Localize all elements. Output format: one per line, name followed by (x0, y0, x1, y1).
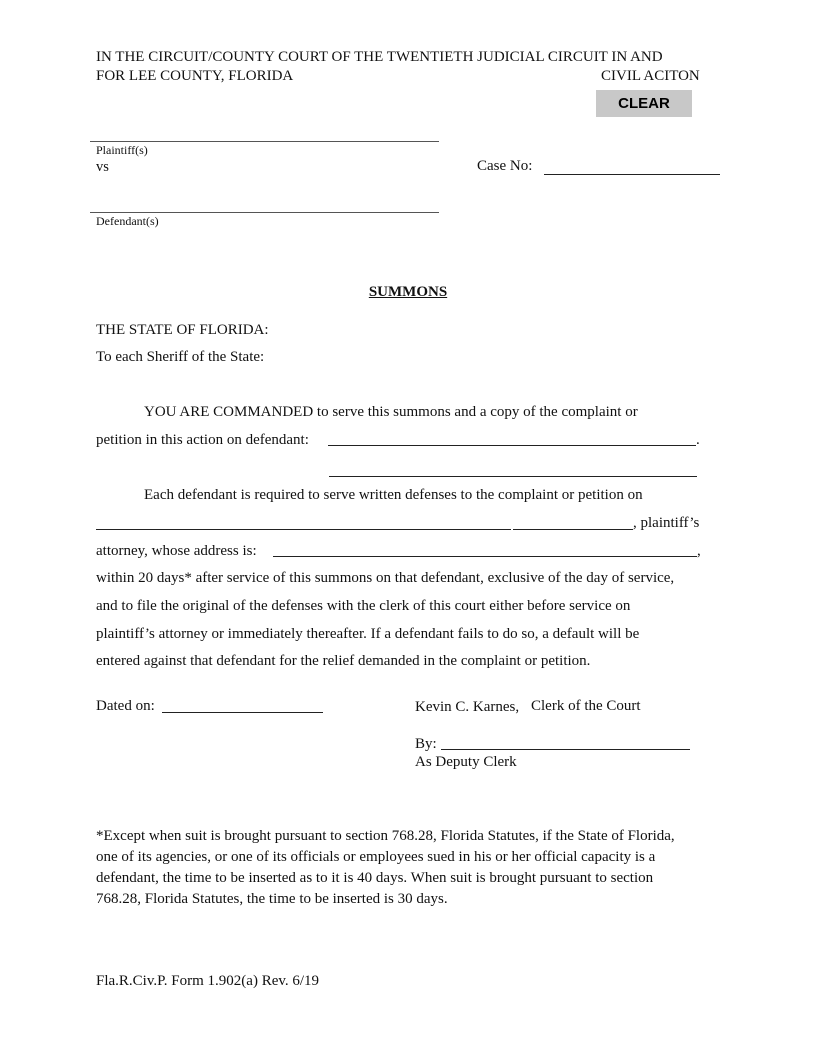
clerk-title: Clerk of the Court (531, 698, 641, 714)
defenses-paragraph-line-5: and to file the original of the defenses with the clerk of this court either before service on (96, 598, 631, 614)
case-no-input[interactable] (544, 157, 719, 173)
defenses-paragraph-line-1: Each defendant is required to serve written defenses to the complaint or petition on (144, 487, 643, 503)
plaintiffs-text: , plaintiff’s (633, 515, 700, 531)
attorney-address-input[interactable] (273, 539, 697, 555)
attorney-address-label: attorney, whose address is: (96, 543, 257, 559)
vs-label: vs (96, 159, 109, 175)
deputy-signature-input[interactable] (441, 732, 689, 748)
defenses-paragraph-line-4: within 20 days* after service of this summons on that defendant, exclusive of the day of service, (96, 570, 675, 586)
period-text: . (696, 432, 700, 448)
court-header-line-2: FOR LEE COUNTY, FLORIDA (96, 68, 294, 84)
defendant-name-input[interactable] (329, 428, 696, 444)
form-identifier: Fla.R.Civ.P. Form 1.902(a) Rev. 6/19 (96, 973, 320, 989)
state-of-florida: THE STATE OF FLORIDA: (96, 322, 269, 338)
page-title: SUMMONS (368, 284, 448, 300)
footnote-line-3: defendant, the time to be inserted as to it is 40 days. When suit is brought pursuant to section (96, 870, 654, 886)
attorney-name-input-2[interactable] (513, 512, 632, 528)
footnote-line-1: *Except when suit is brought pursuant to section 768.28, Florida Statutes, if the State of Florida, (96, 828, 675, 844)
attorney-name-input[interactable] (96, 512, 510, 528)
by-label: By: (415, 736, 437, 752)
plaintiff-line (90, 141, 439, 142)
defendant-name-input-2[interactable] (329, 459, 696, 475)
comma-text: , (697, 543, 701, 559)
deputy-clerk-label: As Deputy Clerk (415, 754, 517, 770)
footnote-line-2: one of its agencies, or one of its officials or employees sued in his or her official capacity is a (96, 849, 656, 865)
dated-on-line (162, 712, 323, 713)
dated-on-label: Dated on: (96, 698, 155, 714)
court-header-line-1: IN THE CIRCUIT/COUNTY COURT OF THE TWENTIETH JUDICIAL CIRCUIT IN AND (96, 49, 663, 65)
defenses-paragraph-line-7: entered against that defendant for the relief demanded in the complaint or petition. (96, 653, 591, 669)
defendant-line (90, 212, 439, 213)
clear-button[interactable]: CLEAR (596, 90, 692, 117)
defendant-name-line (328, 445, 696, 446)
plaintiff-label: Plaintiff(s) (96, 143, 148, 157)
defendant-label: Defendant(s) (96, 214, 159, 228)
defendant-input[interactable] (92, 195, 437, 211)
case-no-line (544, 174, 720, 175)
defendant-name-line-2 (329, 476, 697, 477)
case-no-label: Case No: (477, 158, 533, 174)
to-each-sheriff: To each Sheriff of the State: (96, 349, 265, 365)
attorney-address-line (273, 556, 697, 557)
footnote-line-4: 768.28, Florida Statutes, the time to be inserted is 30 days. (96, 891, 448, 907)
attorney-name-line (96, 529, 511, 530)
command-paragraph-line-1: YOU ARE COMMANDED to serve this summons and a copy of the complaint or (144, 404, 638, 420)
plaintiff-input[interactable] (92, 124, 437, 140)
clerk-name: Kevin C. Karnes, (415, 699, 520, 715)
defenses-paragraph-line-6: plaintiff’s attorney or immediately thereafter. If a defendant fails to do so, a default will be (96, 626, 640, 642)
dated-on-input[interactable] (162, 695, 322, 711)
command-paragraph-line-2: petition in this action on defendant: (96, 432, 309, 448)
deputy-signature-line (441, 749, 690, 750)
attorney-name-line-2 (513, 529, 633, 530)
civil-action-label: CIVIL ACITON (601, 68, 700, 84)
